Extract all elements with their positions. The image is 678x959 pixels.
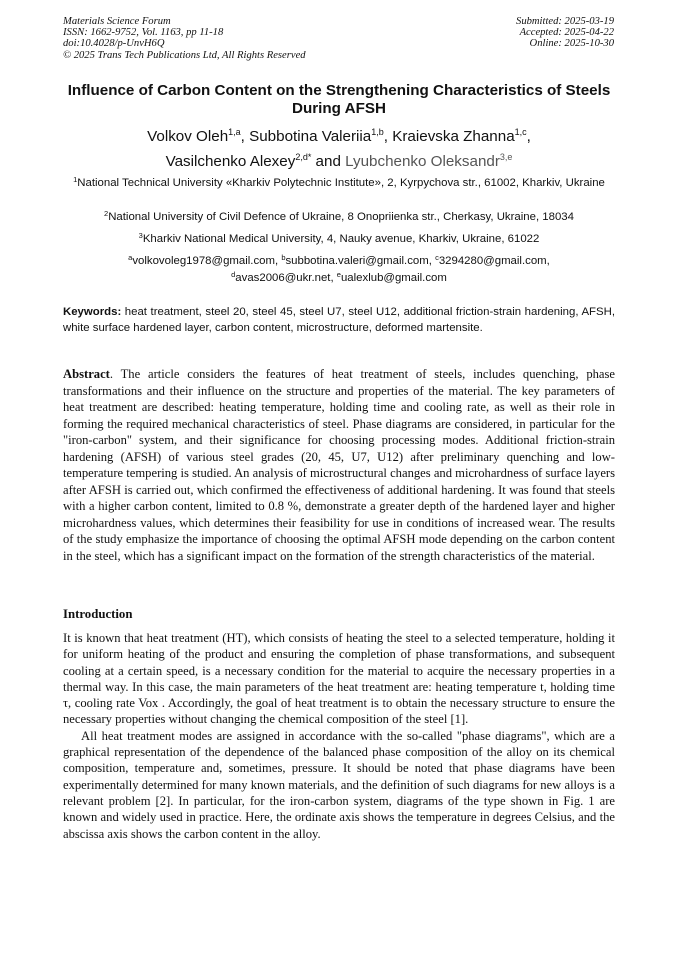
online-date: Online: 2025-10-30 bbox=[529, 38, 614, 50]
copyright: © 2025 Trans Tech Publications Ltd, All Rights Reserved bbox=[63, 49, 306, 61]
paper-title: Influence of Carbon Content on the Strengthening Characteristics of Steels During AFSH bbox=[67, 82, 611, 117]
author-affiliation-marker: 2,d* bbox=[295, 152, 312, 162]
submitted-date: Submitted: 2025-03-19 bbox=[516, 16, 614, 27]
publication-info bbox=[63, 16, 306, 61]
author-name: Subbotina Valeriia bbox=[249, 128, 372, 145]
email-marker: b bbox=[281, 253, 286, 262]
email-link[interactable]: 3294280@gmail.com, bbox=[438, 255, 550, 267]
author-separator: and bbox=[311, 153, 346, 170]
author-affiliation-marker: 1,b bbox=[371, 127, 384, 137]
author-affiliation-marker: 1,c bbox=[514, 127, 527, 137]
affiliation-text: National University of Civil Defence of Ukraine, 8 Onopriienka str., Cherkasy, Ukraine, 18034 bbox=[108, 211, 574, 223]
email-link[interactable]: ualexlub@gmail.com bbox=[340, 271, 447, 284]
email-marker: e bbox=[336, 269, 341, 279]
affiliation-2 bbox=[63, 209, 615, 226]
affiliation-marker: 3 bbox=[138, 231, 143, 240]
affiliation-marker: 1 bbox=[73, 175, 78, 184]
introduction-body bbox=[63, 630, 615, 842]
issn-volume: ISSN: 1662-9752, Vol. 1163, pp 11-18 bbox=[63, 27, 224, 39]
affiliation-1 bbox=[63, 175, 615, 192]
keywords bbox=[63, 304, 615, 336]
author-name-link[interactable]: Lyubchenko Oleksandr bbox=[345, 153, 500, 170]
email-link[interactable]: avas2006@ukr.net, bbox=[235, 271, 337, 284]
author-affiliation-marker: 3,e bbox=[499, 152, 513, 162]
author-affiliation-marker: 1,a bbox=[228, 127, 241, 137]
author-emails bbox=[63, 253, 615, 286]
introduction-paragraph-2: All heat treatment modes are assigned in accordance with the so-called "phase diagrams", which are a graphical representation of the dependence of the balanced phase composition of the alloy on its chemical composition, temperature and, sometimes, pressure. It should be noted that phase diagrams have been experimentally determined for many known materials, and the definition of such diagrams for new alloys is a relevant problem [2]. In particular, for the iron-carbon system, diagrams of the type shown in Fig. 1 are known and widely used in practice. Here, the ordinate axis shows the temperature in degrees Celsius, and the abscissa axis shows the carbon content in the alloy. bbox=[63, 728, 615, 841]
author-name: Volkov Oleh bbox=[147, 128, 229, 145]
email-link[interactable]: subbotina.valeri@gmail.com, bbox=[285, 255, 436, 267]
keywords-text: heat treatment, steel 20, steel 45, steel U7, steel U12, additional friction-strain hardening, AFSH, white surface hardened layer, carbon content, microstructure, deformed martensite. bbox=[63, 306, 615, 334]
author-name: Kraievska Zhanna bbox=[392, 128, 515, 145]
abstract bbox=[63, 366, 615, 564]
introduction-paragraph-1: It is known that heat treatment (HT), which consists of heating the steel to a selected temperature, holding it for uniform heating of the product and ensuring the completion of phase transformations, and subsequent cooling at a certain speed, is a necessary condition for the material to acquire the necessary properties in a thermal way. In this case, the main parameters of the heat treatment are: heating temperature t, holding time τ, cooling rate Vox . Accordingly, the goal of heat treatment is to obtain the necessary structure to ensure the necessary properties without changing the chemical composition of the steel [1]. bbox=[63, 631, 615, 727]
doi[interactable]: doi:10.4028/p-UnvH6Q bbox=[63, 38, 165, 50]
email-marker: c bbox=[435, 253, 439, 262]
author-separator: , bbox=[526, 128, 531, 145]
email-marker: a bbox=[128, 253, 133, 262]
author-separator: , bbox=[240, 128, 250, 145]
author-name: Vasilchenko Alexey bbox=[165, 153, 296, 170]
publication-dates bbox=[516, 16, 614, 50]
affiliation-marker: 2 bbox=[104, 209, 109, 218]
abstract-text: . The article considers the features of heat treatment of steels, includes quenching, phase transformations and their influence on the structure and properties of the material. The key parameters of heat treatment are described: heating temperature, holding time and cooling rate, as well as their role in forming the required mechanical characteristics of steel. Phase diagrams are considered, in particular for the "iron-carbon" system, and their significance for choosing processing modes. Additional friction-strain hardening (AFSH) of various steel grades (20, 45, U7, U12) after preliminary quenching and low-temperature tempering is studied. An analysis of microstructural changes and microhardness of surface layers after AFSH is carried out, which confirmed the effectiveness of additional hardening. It was found that steels with a higher carbon content, limited to 0.8 %, demonstrate a greater depth of the hardened layer and higher microhardness values, which determines their feasibility for use in conditions of increased wear. The results of the study emphasize the importance of choosing the optimal AFSH mode depending on the carbon content in the steel, which has a significant impact on the formation of the strength characteristics of the material. bbox=[63, 367, 615, 563]
author-list bbox=[63, 124, 615, 174]
abstract-label: Abstract bbox=[63, 367, 110, 381]
accepted-date: Accepted: 2025-04-22 bbox=[519, 27, 614, 39]
email-link[interactable]: volkovoleg1978@gmail.com, bbox=[132, 255, 282, 267]
journal-name: Materials Science Forum bbox=[63, 16, 171, 27]
author-separator: , bbox=[383, 128, 393, 145]
introduction-heading: Introduction bbox=[63, 607, 133, 621]
affiliation-text: National Technical University «Kharkiv Polytechnic Institute», 2, Kyrpychova str., 61002, Kharkiv, Ukraine bbox=[77, 177, 605, 189]
affiliation-text: Kharkiv National Medical University, 4, Nauky avenue, Kharkiv, Ukraine, 61022 bbox=[142, 233, 540, 245]
affiliation-3 bbox=[63, 231, 615, 248]
keywords-label: Keywords: bbox=[63, 306, 122, 318]
email-marker: d bbox=[231, 269, 236, 279]
